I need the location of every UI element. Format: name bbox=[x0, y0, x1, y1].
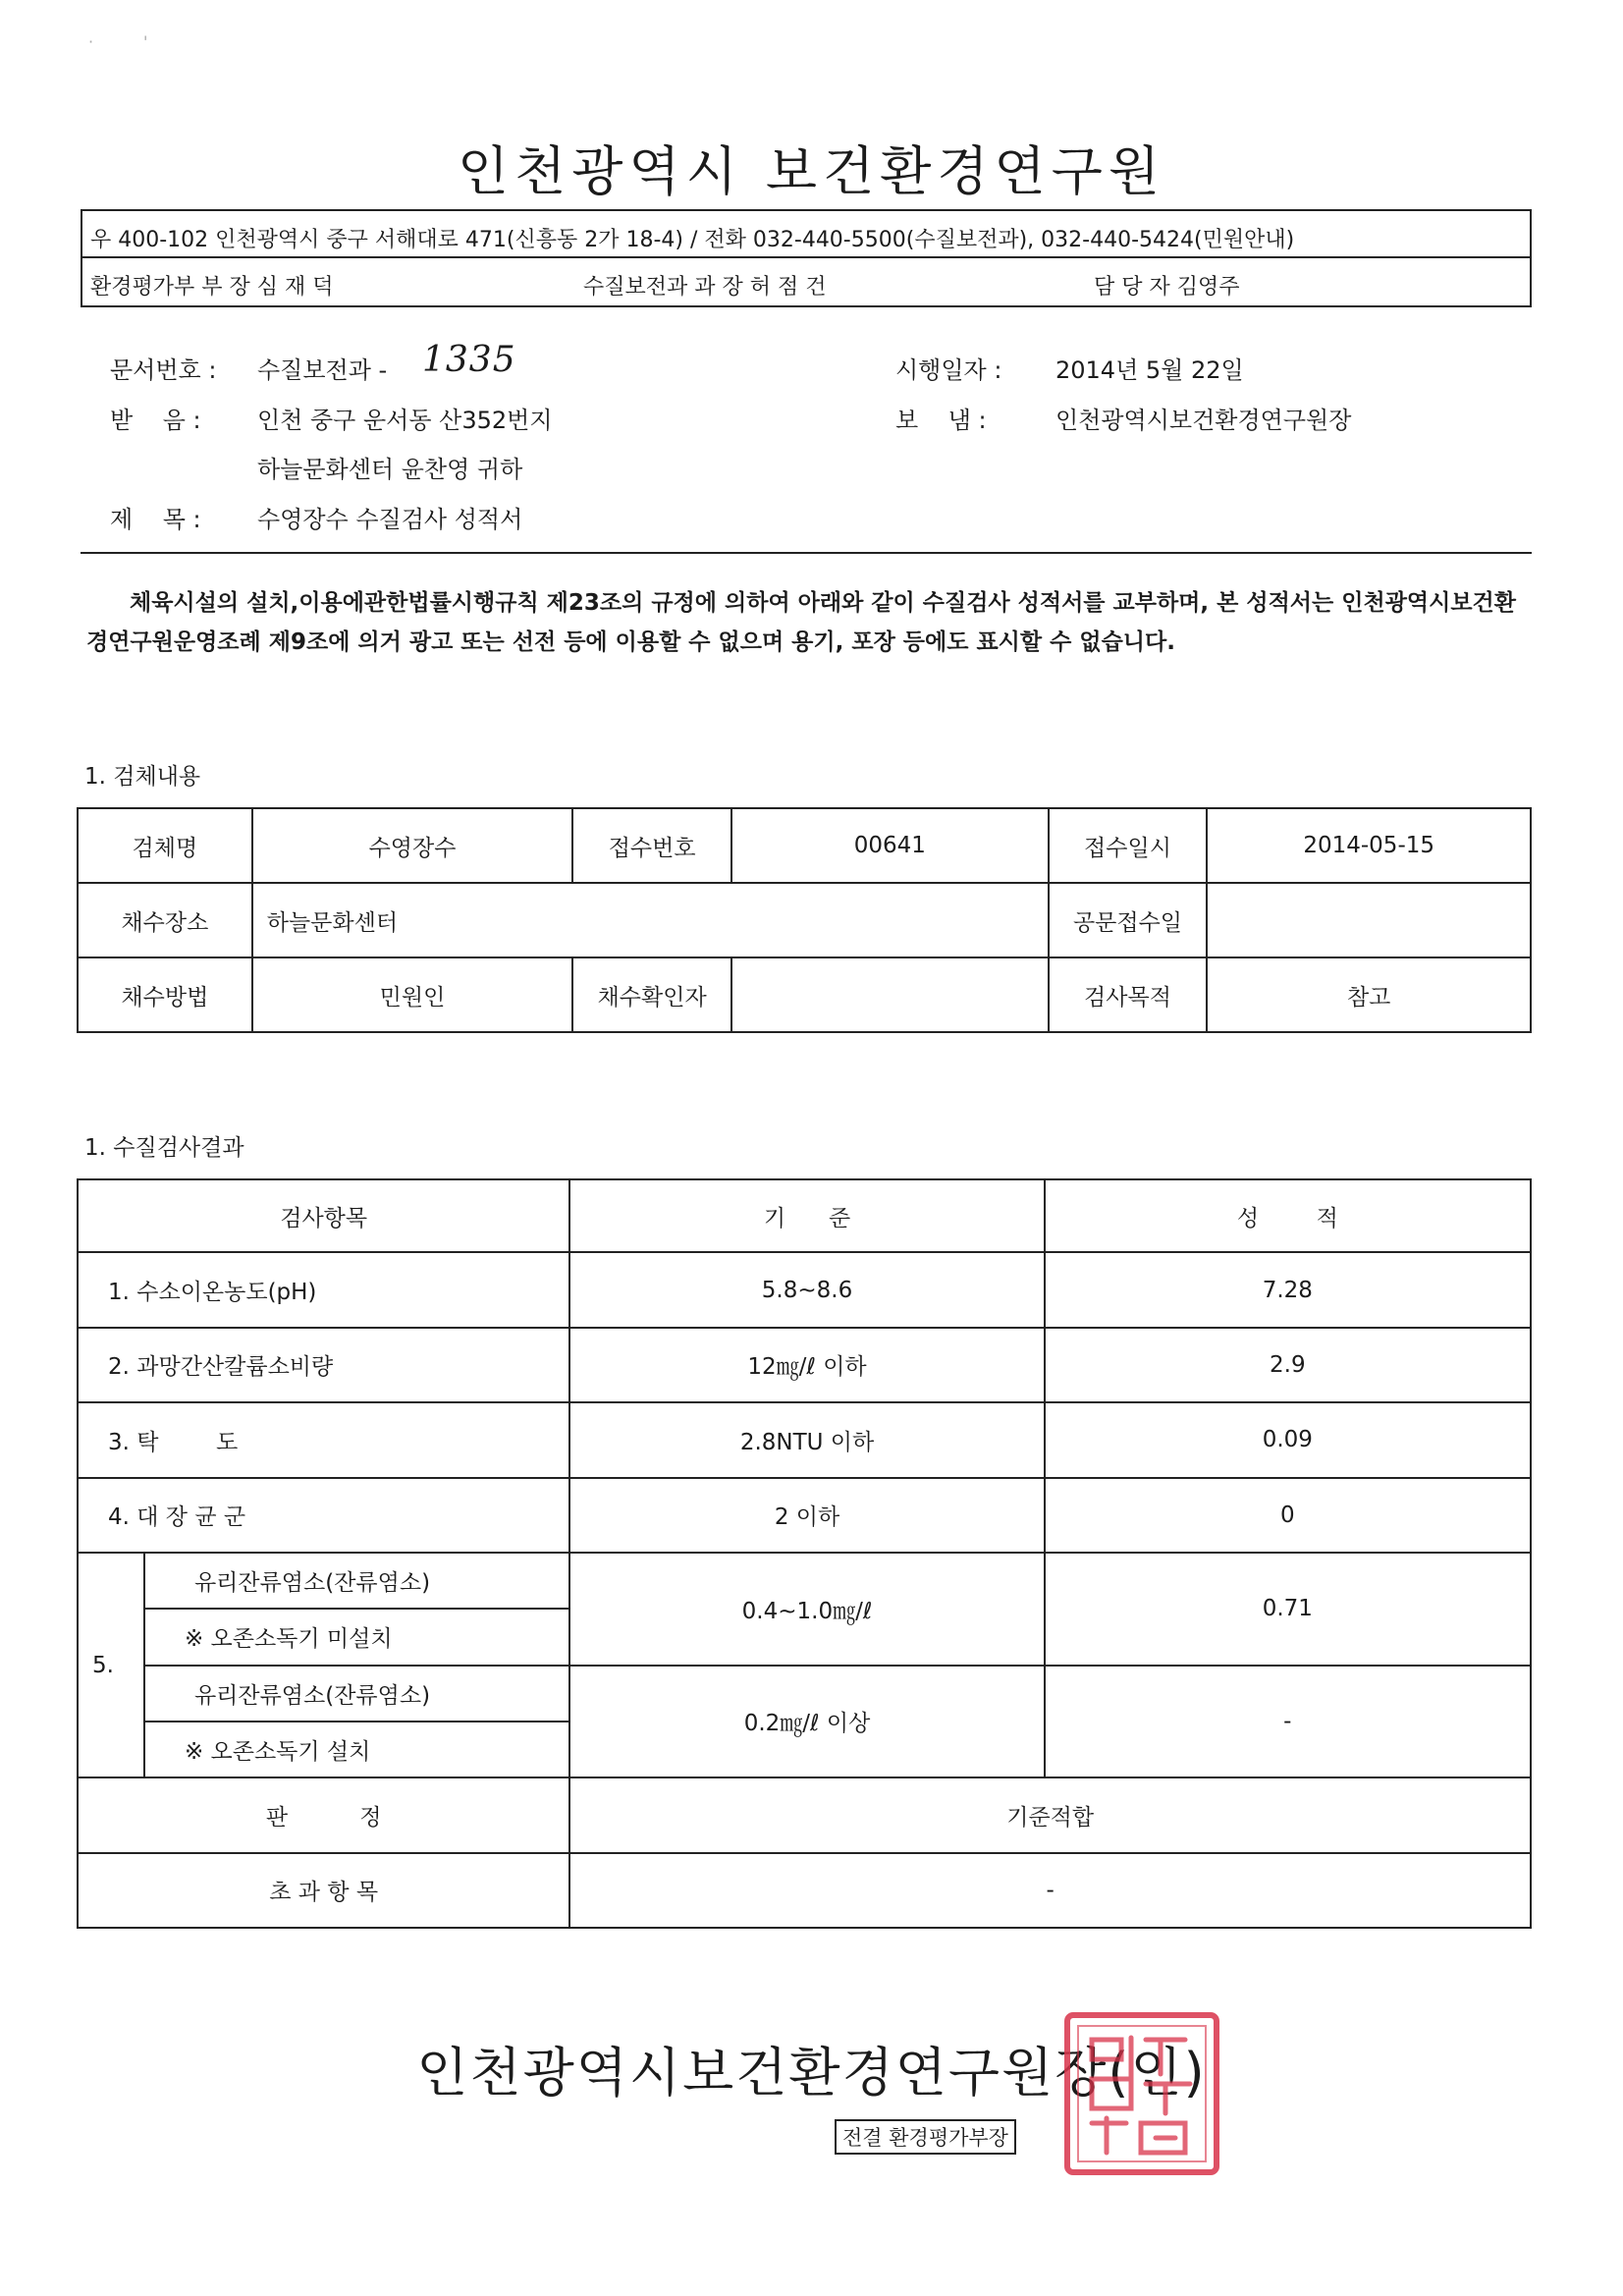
exceed-label: 초 과 항 목 bbox=[78, 1853, 569, 1928]
table-row bbox=[78, 957, 1531, 1032]
doc-no-label: 문서번호 : bbox=[110, 356, 217, 384]
subject-value: 수영장수 수질검사 성적서 bbox=[257, 506, 523, 533]
confirmer-value bbox=[731, 957, 1049, 1032]
item-cell: 1. 수소이온농도(pH) bbox=[78, 1252, 569, 1327]
standard-cell: 2 이하 bbox=[569, 1478, 1044, 1553]
table-row bbox=[78, 1553, 1531, 1609]
table-row bbox=[78, 808, 1531, 883]
standard-cell: 12㎎/ℓ 이하 bbox=[569, 1328, 1044, 1402]
result-cell: 0 bbox=[1045, 1478, 1531, 1553]
staff-line bbox=[82, 258, 1530, 305]
page-title: 인천광역시 보건환경연구원 bbox=[457, 140, 1166, 202]
sample-name-label: 검체명 bbox=[78, 808, 252, 883]
row5b-standard: 0.2㎎/ℓ 이상 bbox=[569, 1666, 1044, 1778]
result-cell: 2.9 bbox=[1045, 1328, 1531, 1402]
recipient-label: 받 음 : bbox=[110, 407, 201, 434]
receipt-date-label: 접수일시 bbox=[1049, 808, 1208, 883]
row5-number: 5. bbox=[78, 1553, 144, 1777]
address-line: 우 400-102 인천광역시 중구 서해대로 471(신흥동 2가 18-4) / 전화 032-440-5500(수질보전과), 032-440-5424(민원안내) bbox=[82, 211, 1530, 258]
item-cell: 3. 탁 도 bbox=[78, 1402, 569, 1477]
section-chief: 수질보전과 과 장 허 점 건 bbox=[583, 275, 827, 300]
table-row bbox=[78, 1328, 1531, 1402]
receipt-no-value: 00641 bbox=[731, 808, 1049, 883]
section-heading-results: 1. 수질검사결과 bbox=[84, 1135, 244, 1161]
col-header-item: 검사항목 bbox=[78, 1179, 569, 1252]
divider bbox=[81, 552, 1532, 554]
official-date-label: 공문접수일 bbox=[1049, 883, 1208, 957]
department-head: 환경평가부 부 장 심 재 덕 bbox=[90, 275, 334, 300]
date-label: 시행일자 : bbox=[895, 356, 1002, 384]
water-quality-results-table bbox=[77, 1178, 1532, 1929]
section-heading-sample: 1. 검체내용 bbox=[84, 764, 201, 790]
item-cell: 2. 과망간산칼륨소비량 bbox=[78, 1328, 569, 1402]
sender-value: 인천광역시보건환경연구원장 bbox=[1055, 407, 1352, 434]
judgement-label: 판 정 bbox=[78, 1777, 569, 1852]
method-label: 채수방법 bbox=[78, 957, 252, 1032]
standard-cell: 5.8~8.6 bbox=[569, 1252, 1044, 1327]
col-header-result: 성 적 bbox=[1045, 1179, 1531, 1252]
confirmer-label: 채수확인자 bbox=[572, 957, 731, 1032]
officer-in-charge: 담 당 자 김영주 bbox=[1094, 275, 1240, 300]
official-date-value bbox=[1207, 883, 1531, 957]
institution-header-box bbox=[81, 209, 1532, 307]
result-cell: 7.28 bbox=[1045, 1252, 1531, 1327]
row5a-result: 0.71 bbox=[1045, 1553, 1531, 1666]
issuer-signature: 인천광역시보건환경연구원장(인) bbox=[416, 2042, 1207, 2104]
sender-label: 보 냄 : bbox=[895, 407, 987, 434]
col-header-standard: 기 준 bbox=[569, 1179, 1044, 1252]
table-row bbox=[78, 1777, 1531, 1852]
approval-box: 전결 환경평가부장 bbox=[835, 2119, 1016, 2155]
row5b-note: ※ 오존소독기 설치 bbox=[144, 1722, 569, 1777]
sample-info-table bbox=[77, 807, 1532, 1033]
table-row bbox=[78, 1478, 1531, 1553]
row5b-result: - bbox=[1045, 1666, 1531, 1778]
item-cell: 4. 대 장 균 군 bbox=[78, 1478, 569, 1553]
judgement-value: 기준적합 bbox=[569, 1777, 1531, 1852]
table-row bbox=[78, 1252, 1531, 1327]
purpose-value: 참고 bbox=[1207, 957, 1531, 1032]
sample-name-value: 수영장수 bbox=[252, 808, 573, 883]
doc-no-value: 수질보전과 - bbox=[257, 356, 388, 384]
recipient-address: 인천 중구 운서동 산352번지 bbox=[257, 407, 553, 434]
table-row bbox=[78, 1666, 1531, 1722]
row5a-note: ※ 오존소독기 미설치 bbox=[144, 1609, 569, 1665]
purpose-label: 검사목적 bbox=[1049, 957, 1208, 1032]
method-value: 민원인 bbox=[252, 957, 573, 1032]
result-cell: 0.09 bbox=[1045, 1402, 1531, 1477]
exceed-value: - bbox=[569, 1853, 1531, 1928]
table-row bbox=[78, 1402, 1531, 1477]
table-row bbox=[78, 883, 1531, 957]
row5a-standard: 0.4~1.0㎎/ℓ bbox=[569, 1553, 1044, 1666]
table-header-row bbox=[78, 1179, 1531, 1252]
recipient-name: 하늘문화센터 윤찬영 귀하 bbox=[257, 456, 523, 483]
row5a-item: 유리잔류염소(잔류염소) bbox=[144, 1553, 569, 1609]
handwritten-doc-number: 1335 bbox=[422, 340, 516, 380]
legal-notice bbox=[86, 583, 1530, 662]
standard-cell: 2.8NTU 이하 bbox=[569, 1402, 1044, 1477]
row5b-item: 유리잔류염소(잔류염소) bbox=[144, 1666, 569, 1722]
official-seal-stamp bbox=[1062, 2010, 1221, 2177]
date-value: 2014년 5월 22일 bbox=[1055, 356, 1244, 384]
location-value: 하늘문화센터 bbox=[252, 883, 1049, 957]
legal-notice-text: 체육시설의 설치,이용에관한법률시행규칙 제23조의 규정에 의하여 아래와 같이 수질검사 성적서를 교부하며, 본 성적서는 인천광역시보건환경연구원운영조례 제9조에 의거 광고 또는 선전 등에 이용할 수 없으며 용기, 포장 등에도 표시할 수 없습니다. bbox=[86, 590, 1516, 655]
receipt-date-value: 2014-05-15 bbox=[1207, 808, 1531, 883]
scan-mark: · ' bbox=[88, 32, 148, 51]
receipt-no-label: 접수번호 bbox=[572, 808, 731, 883]
table-row bbox=[78, 1853, 1531, 1928]
location-label: 채수장소 bbox=[78, 883, 252, 957]
subject-label: 제 목 : bbox=[110, 506, 201, 533]
